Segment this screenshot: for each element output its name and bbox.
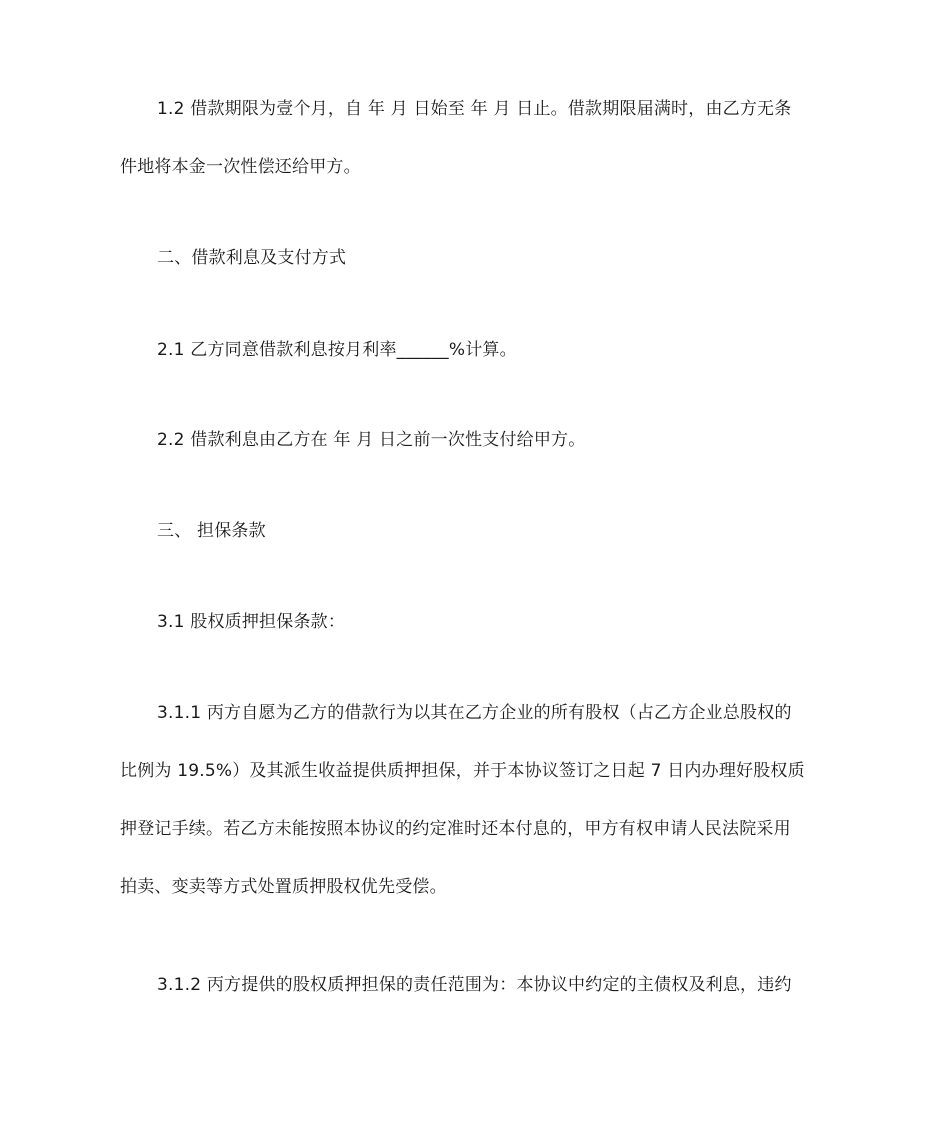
paragraph-2-2 — [120, 411, 832, 469]
heading-text: 二、借款利息及支付方式 — [157, 248, 347, 268]
text-line: 3.1 股权质押担保条款： — [157, 612, 346, 632]
text-line: 3.1.2 丙方提供的股权质押担保的责任范围为：本协议中约定的主债权及利息，违约 — [157, 975, 792, 995]
text-line: 1.2 借款期限为壹个月，自 年 月 日始至 年 月 日止。借款期限届满时，由乙方无条 — [157, 99, 792, 119]
section-heading-3 — [120, 502, 832, 560]
paragraph-1-2 — [120, 80, 832, 196]
section-heading-2 — [120, 229, 832, 287]
heading-text: 三、 担保条款 — [157, 521, 266, 541]
paragraph-3-1-1 — [120, 684, 832, 916]
text-line: 2.2 借款利息由乙方在 年 月 日之前一次性支付给甲方。 — [157, 430, 586, 450]
text-line: 3.1.1 丙方自愿为乙方的借款行为以其在乙方企业的所有股权（占乙方企业总股权的 — [157, 703, 792, 723]
text-line: 拍卖、变卖等方式处置质押股权优先受偿。 — [120, 877, 447, 897]
text-line: 件地将本金一次性偿还给甲方。 — [120, 157, 361, 177]
text-line: 2.1 乙方同意借款利息按月利率______%计算。 — [157, 340, 517, 360]
text-line: 押登记手续。若乙方未能按照本协议的约定准时还本付息的，甲方有权申请人民法院采用 — [120, 819, 791, 839]
text-line: 比例为 19.5%）及其派生收益提供质押担保，并于本协议签订之日起 7 日内办理好股权质 — [120, 761, 805, 781]
paragraph-2-1 — [120, 321, 832, 379]
paragraph-3-1-2 — [120, 956, 832, 1014]
paragraph-3-1 — [120, 593, 832, 651]
